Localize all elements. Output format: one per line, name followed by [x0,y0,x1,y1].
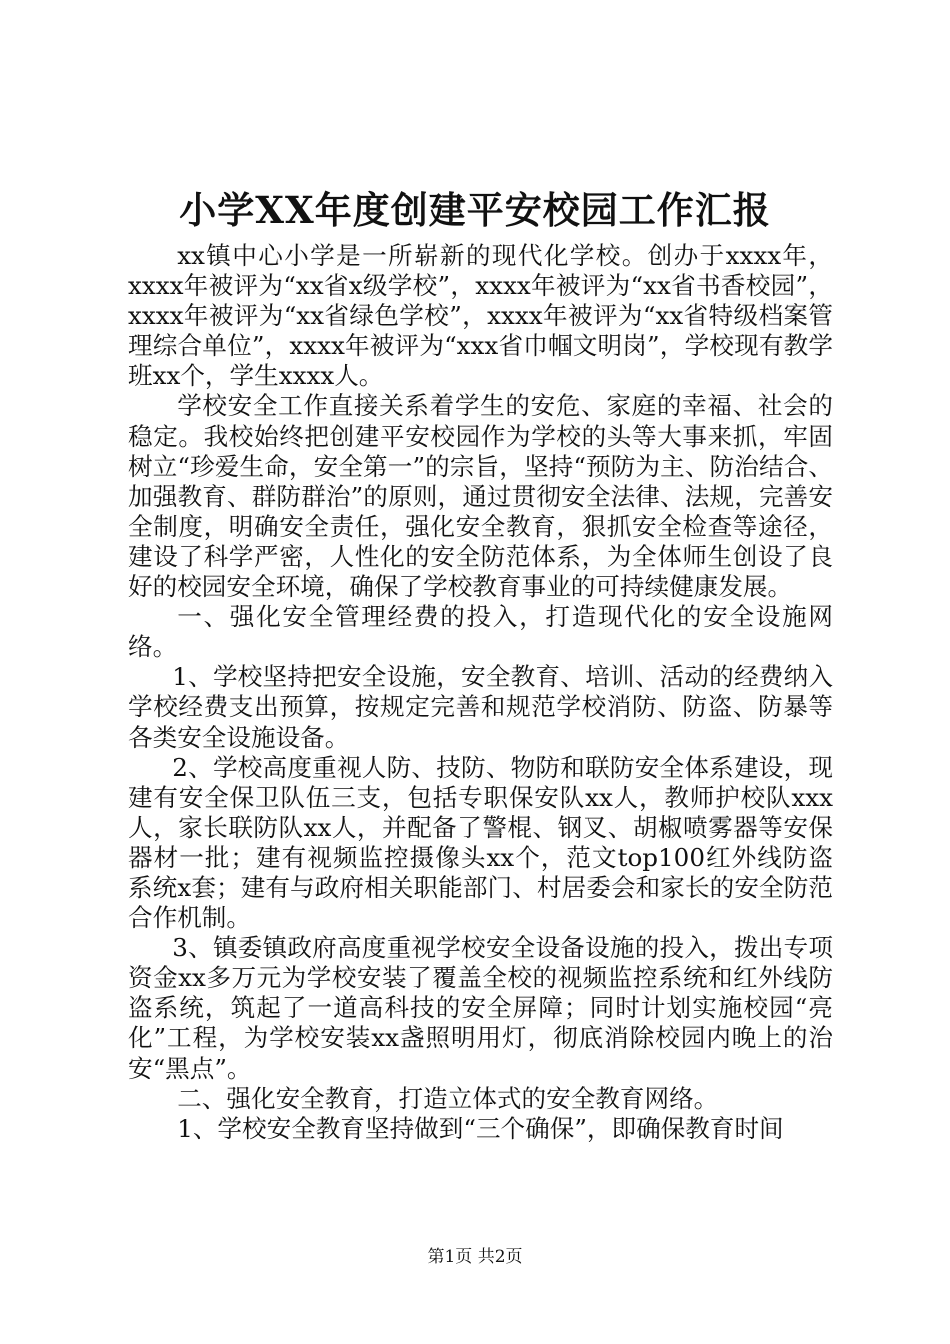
paragraph-item-1-1: 1、学校坚持把安全设施，安全教育、培训、活动的经费纳入学校经费支出预算，按规定完善和规范学校消防、防盗、防暴等各类安全设施设备。 [128,662,833,752]
paragraph-item-1-3: 3、镇委镇政府高度重视学校安全设备设施的投入，拨出专项资金xx多万元为学校安装了覆盖全校的视频监控系统和红外线防盗系统，筑起了一道高科技的安全屏障；同时计划实施校园“亮化”工程，为学校安装xx盏照明用灯，彻底消除校园内晚上的治安“黑点”。 [128,933,833,1083]
paragraph-item-1-2: 2、学校高度重视人防、技防、物防和联防安全体系建设，现建有安全保卫队伍三支，包括专职保安队xx人，教师护校队xxx人，家长联防队xx人，并配备了警棍、钢叉、胡椒喷雾器等安保器材一批；建有视频监控摄像头xx个，范文top100红外线防盗系统x套；建有与政府相关职能部门、村居委会和家长的安全防范合作机制。 [128,752,833,933]
document-title: 小学XX年度创建平安校园工作汇报 [179,188,771,232]
section-heading-1: 一、强化安全管理经费的投入，打造现代化的安全设施网络。 [128,602,833,662]
section-heading-2: 二、强化安全教育，打造立体式的安全教育网络。 [177,1083,719,1113]
document-body [128,241,833,1144]
page-number-footer: 第1页 共2页 [427,1247,523,1267]
paragraph-safety-overview: 学校安全工作直接关系着学生的安危、家庭的幸福、社会的稳定。我校始终把创建平安校园作为学校的头等大事来抓，牢固树立“珍爱生命，安全第一”的宗旨，坚持“预防为主、防治结合、加强教育、群防群治”的原则，通过贯彻安全法律、法规，完善安全制度，明确安全责任，强化安全教育，狠抓安全检查等途径，建设了科学严密，人性化的安全防范体系，为全体师生创设了良好的校园安全环境，确保了学校教育事业的可持续健康发展。 [128,391,833,602]
paragraph-item-2-1: 1、学校安全教育坚持做到“三个确保”，即确保教育时间 [177,1113,784,1143]
paragraph-school-intro: xx镇中心小学是一所崭新的现代化学校。创办于xxxx年，xxxx年被评为“xx省x级学校”，xxxx年被评为“xx省书香校园”，xxxx年被评为“xx省绿色学校”，xxxx年被评为“xx省特级档案管理综合单位”，xxxx年被评为“xxx省巾帼文明岗”，学校现有教学班xx个，学生xxxx人。 [128,241,833,391]
